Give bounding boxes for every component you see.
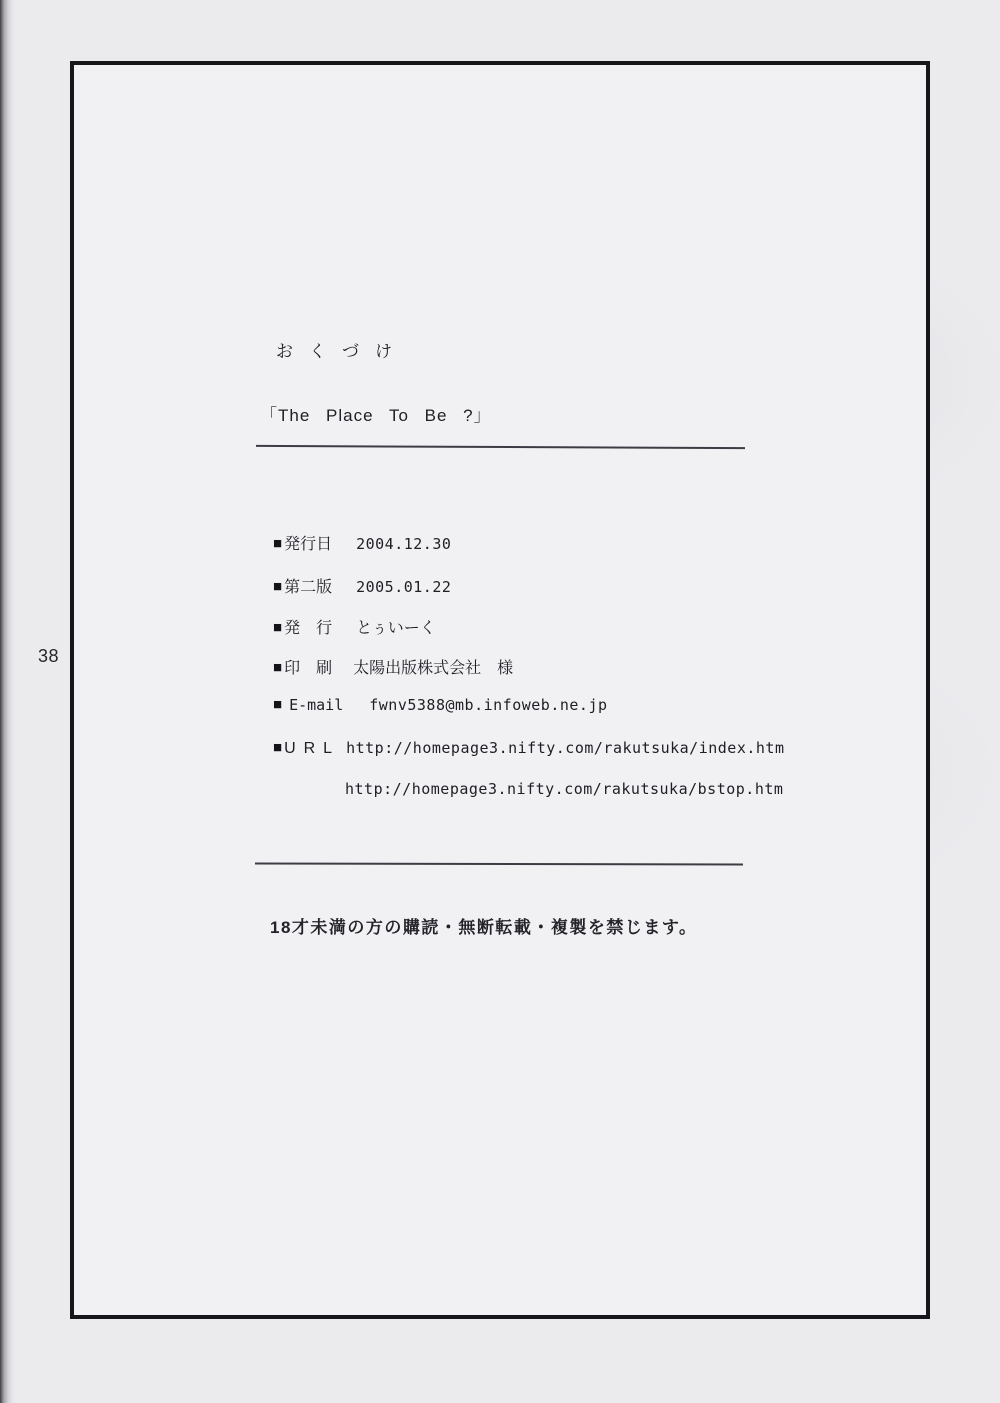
square-bullet-icon: ■ <box>273 535 283 552</box>
scan-edge-shadow <box>0 0 16 1403</box>
entry-value: 2004.12.30 <box>356 535 452 553</box>
entry-label: URL <box>284 740 341 757</box>
entry-value: とぅいーく <box>356 620 436 637</box>
entry-label: 第二版 <box>284 579 333 596</box>
entry-value: 2005.01.22 <box>356 578 452 596</box>
colophon-entry-publish-date <box>273 531 451 554</box>
colophon-entry-publisher <box>273 615 436 638</box>
page-number: 38 <box>38 646 60 666</box>
entry-label: E-mail <box>289 696 344 714</box>
page-frame <box>70 61 930 1319</box>
entry-value: fwnv5388@mb.infoweb.ne.jp <box>369 696 608 714</box>
square-bullet-icon: ■ <box>273 578 283 595</box>
book-title: 「The Place To Be ?」 <box>260 406 492 425</box>
square-bullet-icon: ■ <box>273 659 283 676</box>
colophon-heading: おくづけ <box>276 342 408 361</box>
square-bullet-icon: ■ <box>273 619 283 636</box>
entry-value: 太陽出版株式会社 様 <box>353 660 514 677</box>
url-second-line: http://homepage3.nifty.com/rakutsuka/bstop.htm <box>345 780 784 798</box>
colophon-entry-printer <box>273 655 513 678</box>
colophon-entry-email <box>273 696 608 715</box>
colophon-entry-second-edition <box>273 574 451 597</box>
entry-label: 発 行 <box>284 620 333 637</box>
square-bullet-icon: ■ <box>273 739 283 756</box>
age-restriction-notice: 18才未満の方の購読・無断転載・複製を禁じます。 <box>270 918 698 937</box>
entry-value: http://homepage3.nifty.com/rakutsuka/index.htm <box>346 739 785 757</box>
entry-label: 発行日 <box>284 536 333 553</box>
colophon-entry-url <box>273 739 785 758</box>
square-bullet-icon: ■ <box>273 696 283 713</box>
entry-label: 印 刷 <box>284 660 333 677</box>
